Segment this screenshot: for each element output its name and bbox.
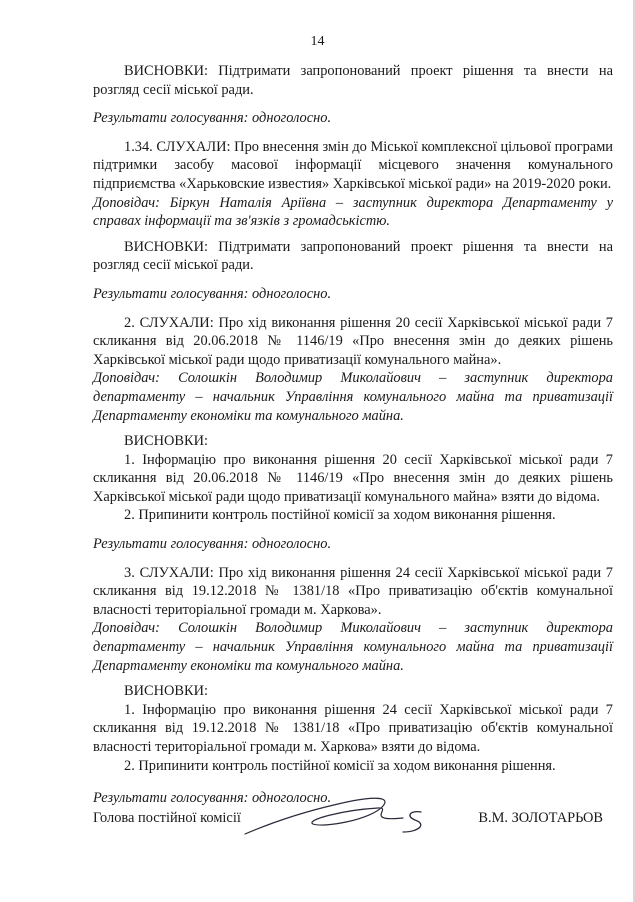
voting-result: Результати голосування: одноголосно.: [93, 110, 332, 127]
conclusion-item: 1. Інформацію про виконання рішення 20 сесії Харківської міської ради 7 скликання від 20.06.2018 № 1146/19 «Про внесення змін до деяких рішень Харківської міської ради щодо приватизації комунального майна» взяти до відома.: [93, 451, 613, 505]
agenda-item-heard: 3. СЛУХАЛИ: Про хід виконання рішення 24 сесії Харківської міської ради 7 скликання від 19.12.2018 № 1381/18 «Про приватизацію об'єктів комунальної власності територіальної громади м. Харкова».: [93, 564, 613, 618]
signatory-name: В.М. ЗОЛОТАРЬОВ: [478, 810, 603, 826]
speaker-paragraph: Доповідач: Солошкін Володимир Миколайович – заступник директора департаменту – начальник Управління комунального майна та приватизації Департаменту економіки та комунального майна.: [93, 620, 613, 674]
conclusion-item: 2. Припинити контроль постійної комісії за ходом виконання рішення.: [124, 757, 556, 774]
voting-result: Результати голосування: одноголосно.: [93, 790, 332, 807]
agenda-item-heard: 1.34. СЛУХАЛИ: Про внесення змін до Міської комплексної цільової програми підтримки засобу масової інформації місцевого значення комунального підприємства «Харьковские известия» Харківської міської ради» на 2019-2020 роки.: [93, 138, 613, 192]
conclusion-paragraph: ВИСНОВКИ: Підтримати запропонований проект рішення та внести на розгляд сесії міської ради.: [93, 238, 613, 274]
handwritten-signature: [243, 782, 443, 842]
conclusions-heading: ВИСНОВКИ:: [124, 683, 208, 700]
speaker-paragraph: Доповідач: Солошкін Володимир Миколайович – заступник директора департаменту – начальник Управління комунального майна та приватизації Департаменту економіки та комунального майна.: [93, 370, 613, 424]
conclusion-paragraph: ВИСНОВКИ: Підтримати запропонований проект рішення та внести на розгляд сесії міської ради.: [93, 63, 613, 98]
agenda-item-heard: 2. СЛУХАЛИ: Про хід виконання рішення 20 сесії Харківської міської ради 7 скликання від 20.06.2018 № 1146/19 «Про внесення змін до деяких рішень Харківської міської ради щодо приватизації комунального майна».: [93, 314, 613, 368]
conclusion-item: 1. Інформацію про виконання рішення 24 сесії Харківської міської ради 7 скликання від 19.12.2018 № 1381/18 «Про приватизацію об'єктів комунальної власності територіальної громади м. Харкова» взяти до відома.: [93, 701, 613, 755]
signature-title: Голова постійної комісії: [93, 810, 241, 826]
voting-result: Результати голосування: одноголосно.: [93, 536, 332, 553]
speaker-paragraph: Доповідач: Біркун Наталія Аріївна – заступник директора Департаменту у справах інформації та зв'язків з громадськістю.: [93, 194, 613, 230]
conclusions-heading: ВИСНОВКИ:: [124, 433, 208, 450]
voting-result: Результати голосування: одноголосно.: [93, 285, 332, 302]
minutes-body: [93, 62, 613, 808]
page-number: 14: [310, 34, 325, 49]
signature-block: [93, 810, 613, 840]
conclusion-item: 2. Припинити контроль постійної комісії за ходом виконання рішення.: [124, 507, 556, 524]
